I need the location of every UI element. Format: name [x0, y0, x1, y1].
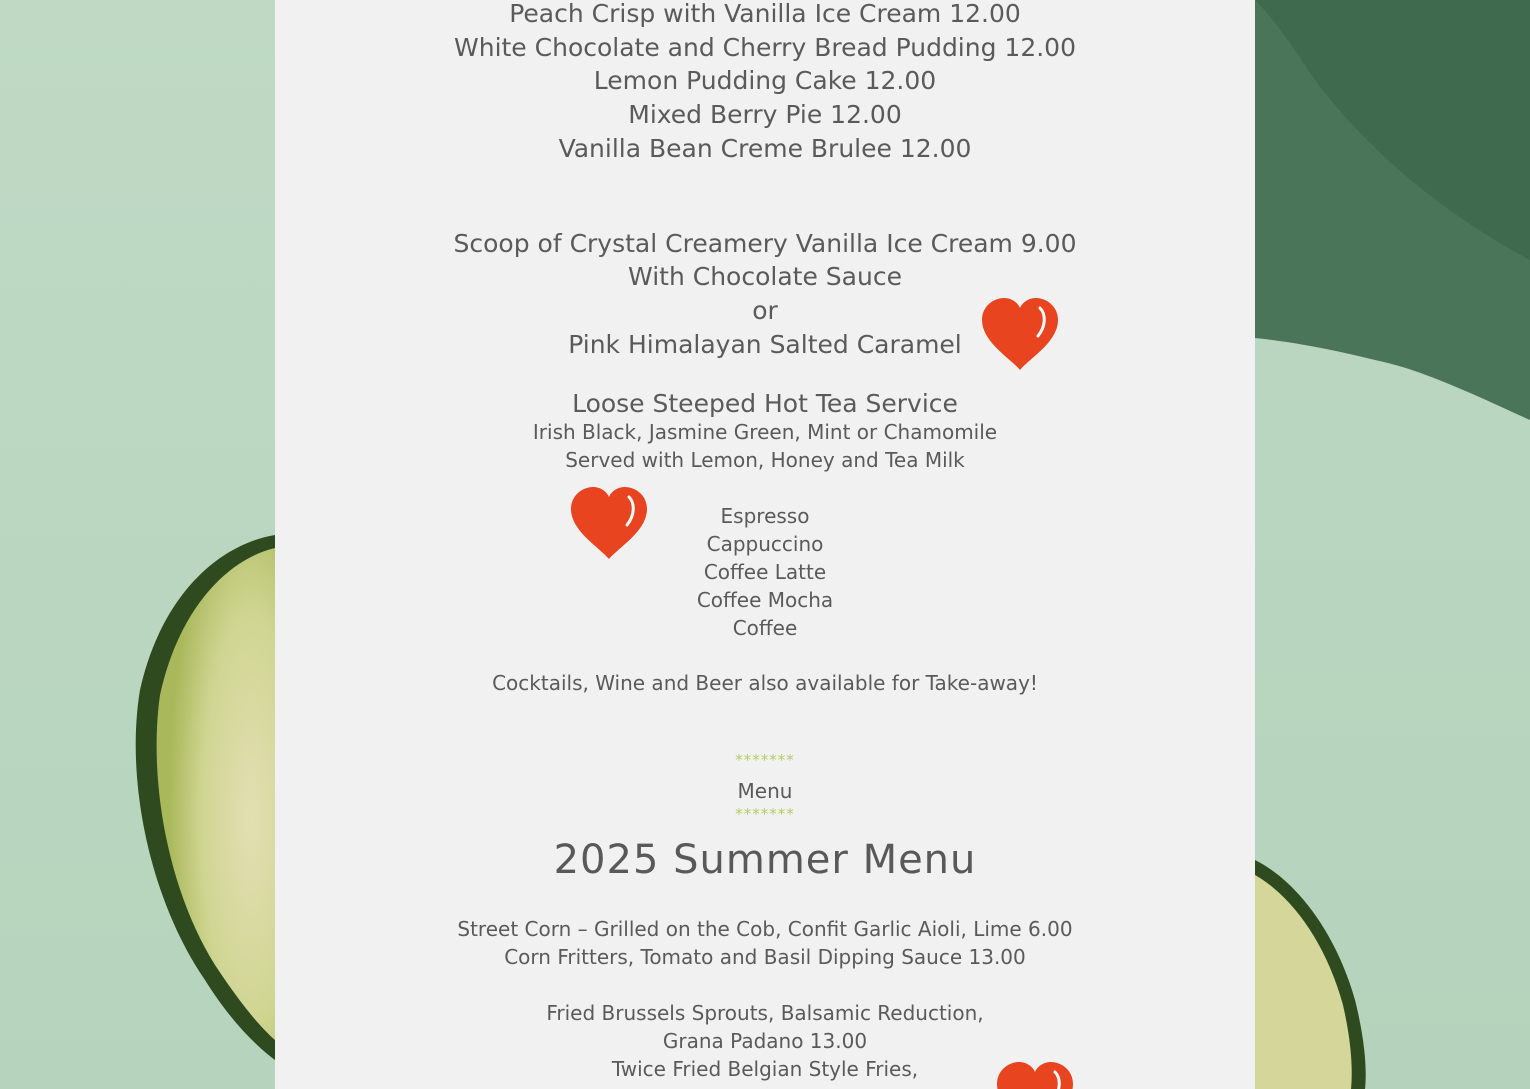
summer-menu-item: Corn Fritters, Tomato and Basil Dipping Sauce 13.00 — [504, 945, 1026, 969]
dessert-item: White Chocolate and Cherry Bread Pudding 12.00 — [454, 33, 1076, 62]
divider-stars-top: ******* — [735, 751, 795, 769]
heart-icon — [980, 298, 1060, 372]
background-right — [1255, 0, 1530, 1089]
avocado-left-image — [0, 0, 275, 1089]
coffee-item: Cappuccino — [706, 532, 824, 556]
tea-line: Irish Black, Jasmine Green, Mint or Chamomile — [532, 420, 998, 444]
ice-cream-line: Scoop of Crystal Creamery Vanilla Ice Cream 9.00 — [453, 229, 1077, 258]
summer-menu-item: Twice Fried Belgian Style Fries, — [611, 1057, 919, 1081]
summer-menu-item: Street Corn – Grilled on the Cob, Confit Garlic Aioli, Lime 6.00 — [457, 917, 1073, 941]
menu-divider-label: Menu — [737, 779, 793, 803]
summer-menu-item: Grana Padano 13.00 — [662, 1029, 868, 1053]
ice-cream-line: or — [752, 296, 778, 325]
ice-cream-line: Pink Himalayan Salted Caramel — [568, 330, 962, 359]
dessert-item: Peach Crisp with Vanilla Ice Cream 12.00 — [509, 0, 1021, 28]
summer-menu-title: 2025 Summer Menu — [553, 837, 977, 883]
takeaway-note: Cocktails, Wine and Beer also available for Take-away! — [492, 671, 1038, 695]
dessert-item: Lemon Pudding Cake 12.00 — [593, 66, 937, 95]
coffee-item: Espresso — [720, 504, 810, 528]
dessert-item: Vanilla Bean Creme Brulee 12.00 — [558, 134, 972, 163]
ice-cream-line: With Chocolate Sauce — [628, 262, 902, 291]
menu-panel — [275, 0, 1255, 1089]
divider-stars-bottom: ******* — [735, 805, 795, 823]
dessert-item: Mixed Berry Pie 12.00 — [628, 100, 902, 129]
background-left — [0, 0, 275, 1089]
summer-menu-item: Fried Brussels Sprouts, Balsamic Reduction, — [546, 1001, 984, 1025]
tea-title: Loose Steeped Hot Tea Service — [572, 389, 958, 418]
coffee-item: Coffee Latte — [703, 560, 827, 584]
avocado-right-image — [1255, 0, 1530, 1089]
heart-icon — [995, 1062, 1075, 1089]
tea-line: Served with Lemon, Honey and Tea Milk — [565, 448, 965, 472]
coffee-item: Coffee Mocha — [696, 588, 834, 612]
coffee-item: Coffee — [732, 616, 798, 640]
